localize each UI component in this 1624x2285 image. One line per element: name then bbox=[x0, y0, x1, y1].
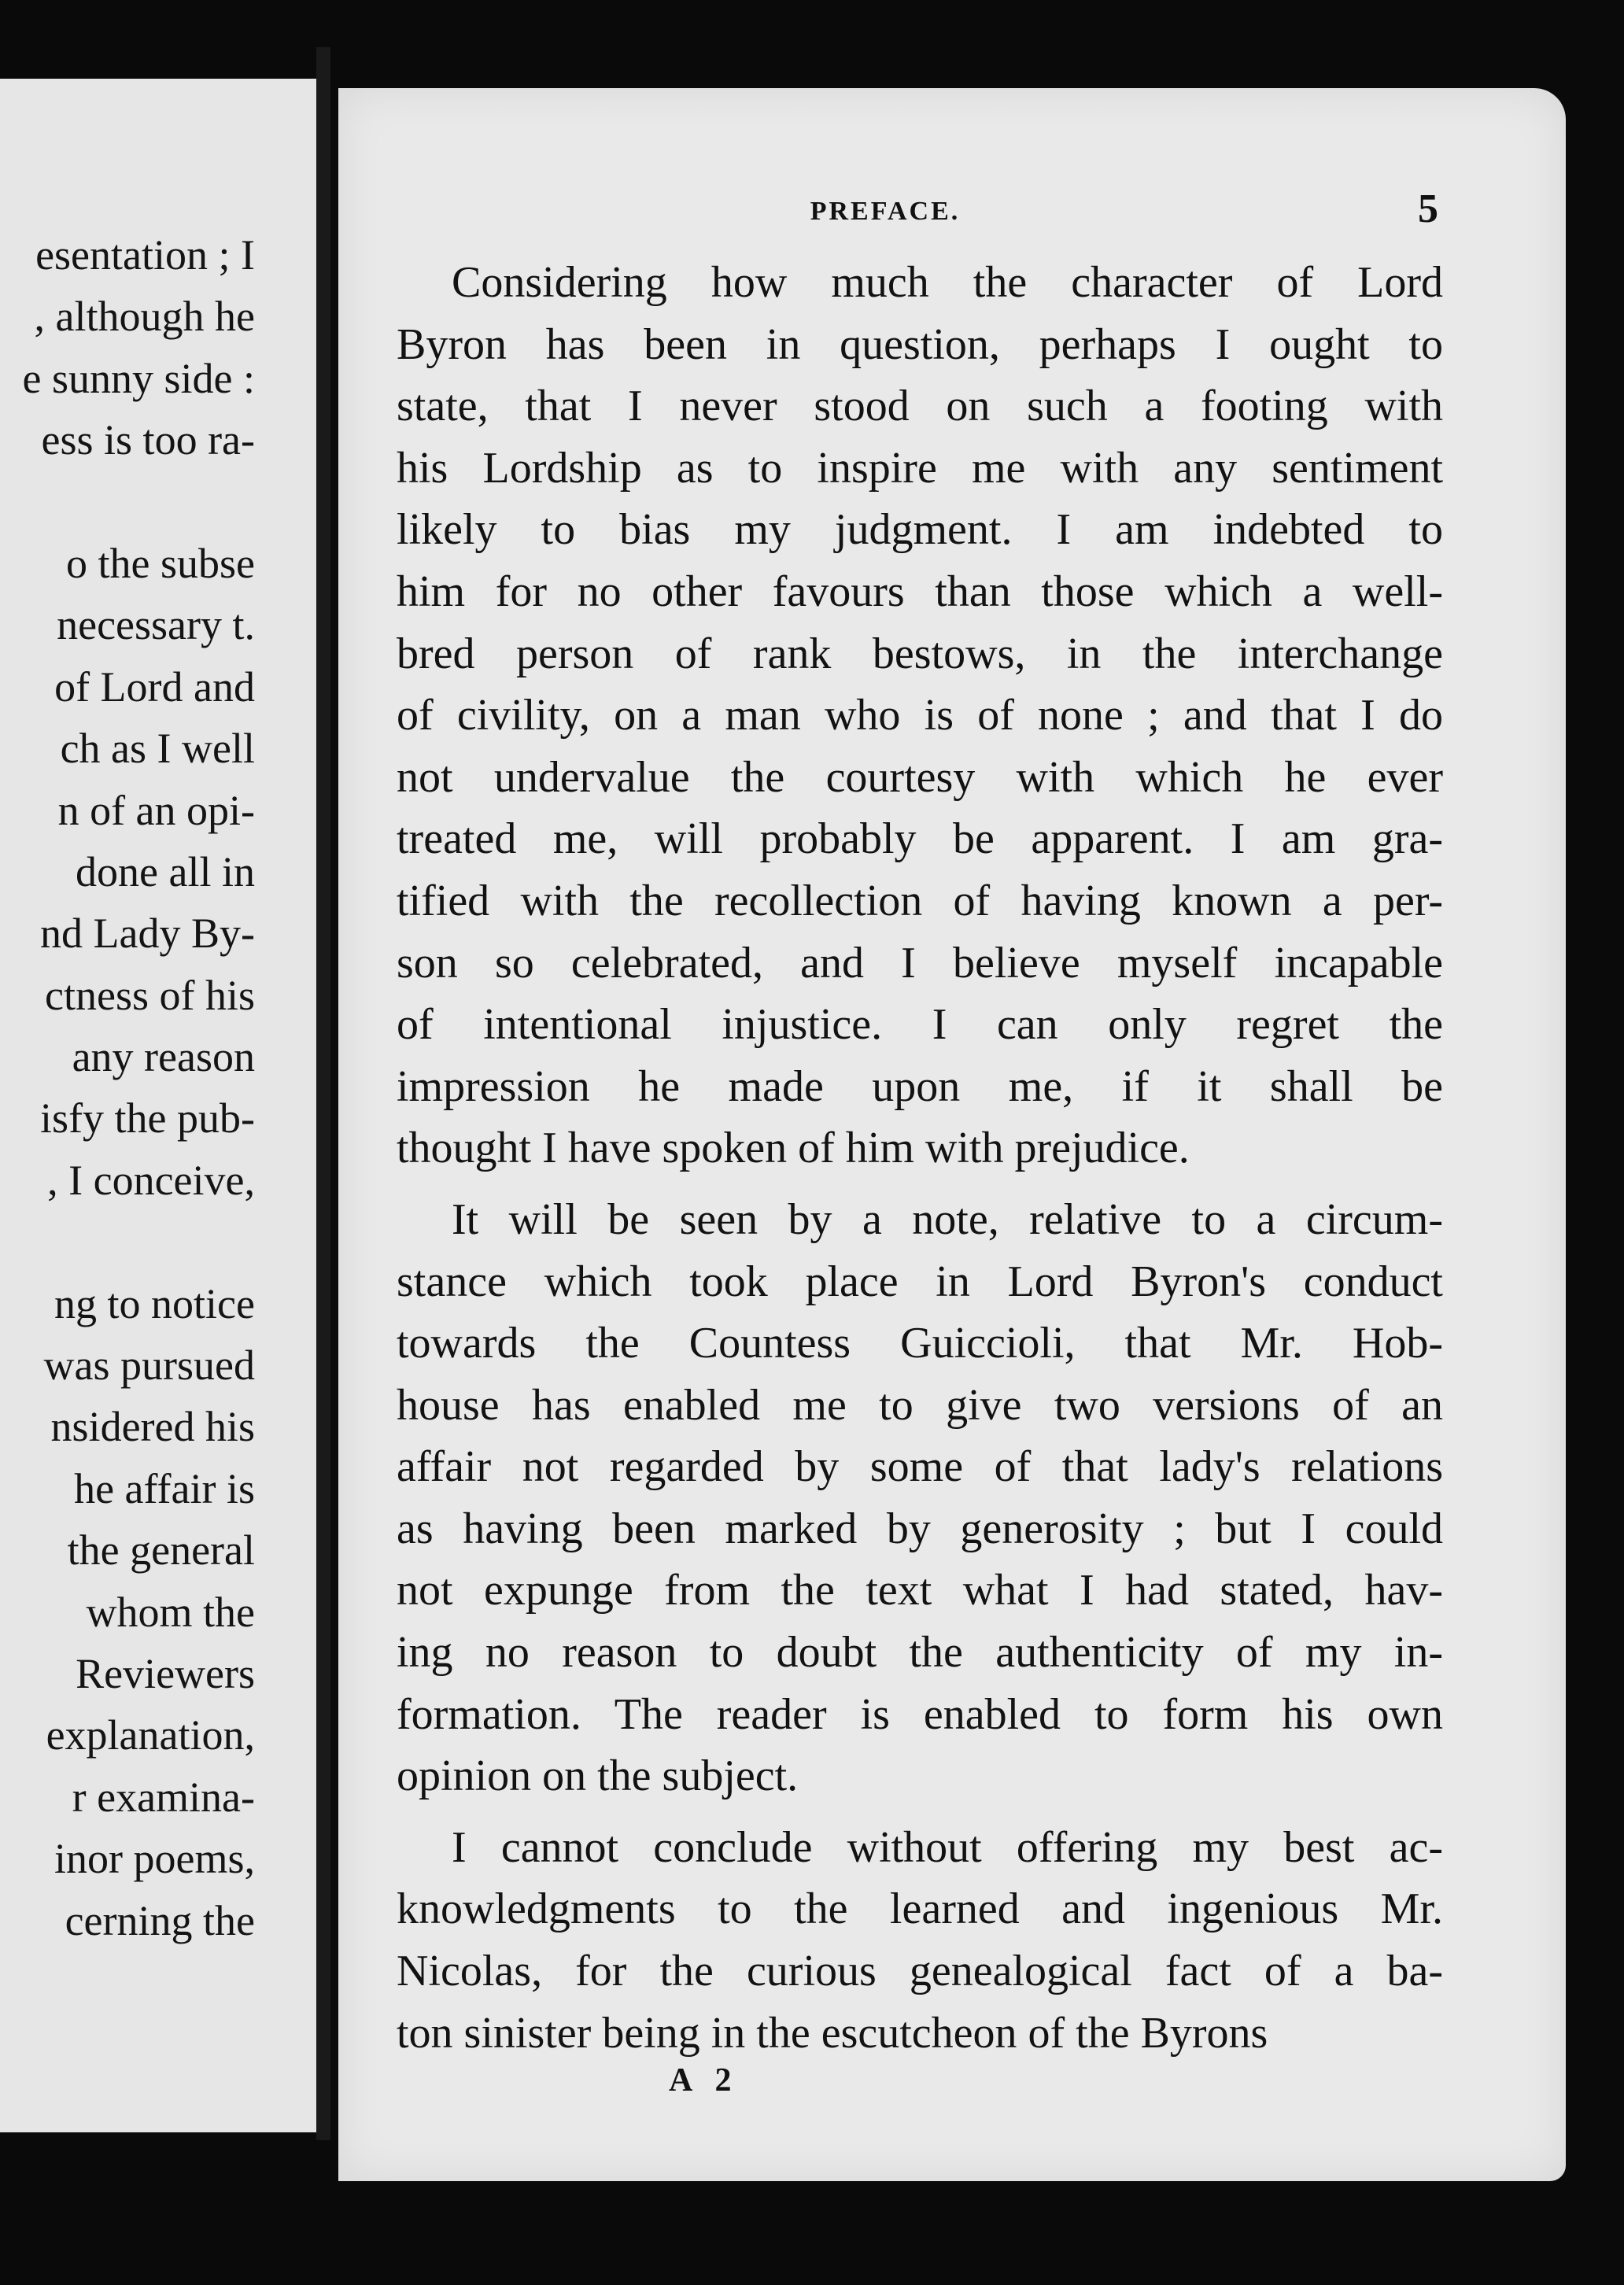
left-page-line: ng to notice bbox=[54, 1279, 255, 1327]
left-page-line: ctness of his bbox=[45, 971, 255, 1019]
left-page-line bbox=[0, 471, 255, 533]
text-line: not undervalue the courtesy with which he ever bbox=[397, 752, 1443, 802]
left-page-line: was pursued bbox=[43, 1342, 255, 1390]
left-page-line: ess is too ra- bbox=[41, 416, 255, 464]
paragraph-gap bbox=[397, 1179, 1443, 1189]
left-page bbox=[0, 79, 316, 2132]
text-line: as having been marked by generosity ; but I could bbox=[397, 1504, 1443, 1553]
left-page-line: whom the bbox=[86, 1588, 255, 1636]
left-page-line: any reason bbox=[72, 1033, 255, 1081]
text-line: of civility, on a man who is of none ; and that I do bbox=[397, 691, 1443, 740]
text-line: impression he made upon me, if it shall be bbox=[397, 1061, 1443, 1111]
left-page-line: r examina- bbox=[72, 1773, 255, 1821]
left-page-line: Reviewers bbox=[76, 1649, 255, 1697]
text-line: thought I have spoken of him with prejudice. bbox=[397, 1124, 1190, 1173]
left-page-line: o the subse bbox=[66, 539, 255, 587]
text-line: opinion on the subject. bbox=[397, 1752, 799, 1801]
paragraph bbox=[397, 1817, 1443, 2064]
left-page-line: cerning the bbox=[65, 1896, 255, 1944]
left-page-line: nsidered his bbox=[50, 1403, 255, 1451]
text-line: treated me, will probably be apparent. I am gra- bbox=[397, 814, 1443, 864]
left-page-line: the general bbox=[67, 1526, 255, 1574]
text-line: towards the Countess Guiccioli, that Mr. Hob- bbox=[397, 1319, 1443, 1368]
left-page-line: inor poems, bbox=[54, 1835, 255, 1883]
text-line: stance which took place in Lord Byron's conduct bbox=[397, 1257, 1443, 1306]
left-page-line: , I conceive, bbox=[47, 1156, 255, 1204]
text-line: of intentional injustice. I can only regret the bbox=[397, 1000, 1443, 1050]
left-page-line: done all in bbox=[76, 847, 255, 895]
text-line: affair not regarded by some of that lady's relations bbox=[397, 1442, 1443, 1492]
running-head bbox=[338, 184, 1566, 239]
book-gutter bbox=[316, 47, 330, 2140]
text-line: likely to bias my judgment. I am indebted to bbox=[397, 505, 1443, 555]
text-line: his Lordship as to inspire me with any sentiment bbox=[397, 443, 1443, 493]
text-line: ton sinister being in the escutcheon of the Byrons bbox=[397, 2008, 1268, 2058]
text-line: ing no reason to doubt the authenticity of my in- bbox=[397, 1628, 1443, 1678]
left-page-line bbox=[0, 1211, 255, 1272]
left-page-line: ch as I well bbox=[60, 725, 255, 773]
text-line: It will be seen by a note, relative to a circum- bbox=[452, 1194, 1443, 1244]
paragraph-gap bbox=[397, 1807, 1443, 1817]
text-line: Byron has been in question, perhaps I ought to bbox=[397, 319, 1443, 369]
left-page-line: necessary t. bbox=[57, 601, 255, 649]
left-page-line: e sunny side : bbox=[22, 354, 255, 402]
left-page-line: esentation ; I bbox=[35, 231, 255, 279]
text-line: state, that I never stood on such a footing with bbox=[397, 382, 1443, 431]
left-page-line: n of an opi- bbox=[57, 786, 255, 834]
text-line: bred person of rank bestows, in the interchange bbox=[397, 629, 1443, 678]
text-line: formation. The reader is enabled to form his own bbox=[397, 1689, 1443, 1739]
left-page-line: isfy the pub- bbox=[40, 1095, 255, 1142]
left-page-line: nd Lady By- bbox=[40, 910, 255, 958]
left-page-line: explanation, bbox=[46, 1711, 255, 1759]
text-line: knowledgments to the learned and ingenious Mr. bbox=[397, 1884, 1443, 1934]
page-number: 5 bbox=[1418, 186, 1438, 231]
running-title: PREFACE. bbox=[810, 197, 961, 226]
text-line: son so celebrated, and I believe myself incapable bbox=[397, 938, 1443, 987]
text-line: I cannot conclude without offering my best ac- bbox=[452, 1822, 1443, 1872]
text-line: Nicolas, for the curious genealogical fact of a ba- bbox=[397, 1947, 1443, 1996]
right-page bbox=[338, 88, 1566, 2181]
paragraph bbox=[397, 252, 1443, 1179]
signature-mark: A 2 bbox=[669, 2062, 740, 2099]
left-page-line: of Lord and bbox=[54, 663, 255, 711]
text-line: not expunge from the text what I had stated, hav- bbox=[397, 1566, 1443, 1615]
left-page-line: he affair is bbox=[74, 1464, 255, 1512]
text-line: him for no other favours than those which a well- bbox=[397, 567, 1443, 616]
preface-text bbox=[397, 252, 1443, 2064]
left-page-text bbox=[0, 224, 255, 1951]
paragraph bbox=[397, 1189, 1443, 1807]
left-page-line: , although he bbox=[34, 293, 255, 341]
text-line: house has enabled me to give two versions of an bbox=[397, 1380, 1443, 1430]
text-line: tified with the recollection of having known a per- bbox=[397, 876, 1443, 925]
text-line: Considering how much the character of Lord bbox=[452, 258, 1443, 307]
